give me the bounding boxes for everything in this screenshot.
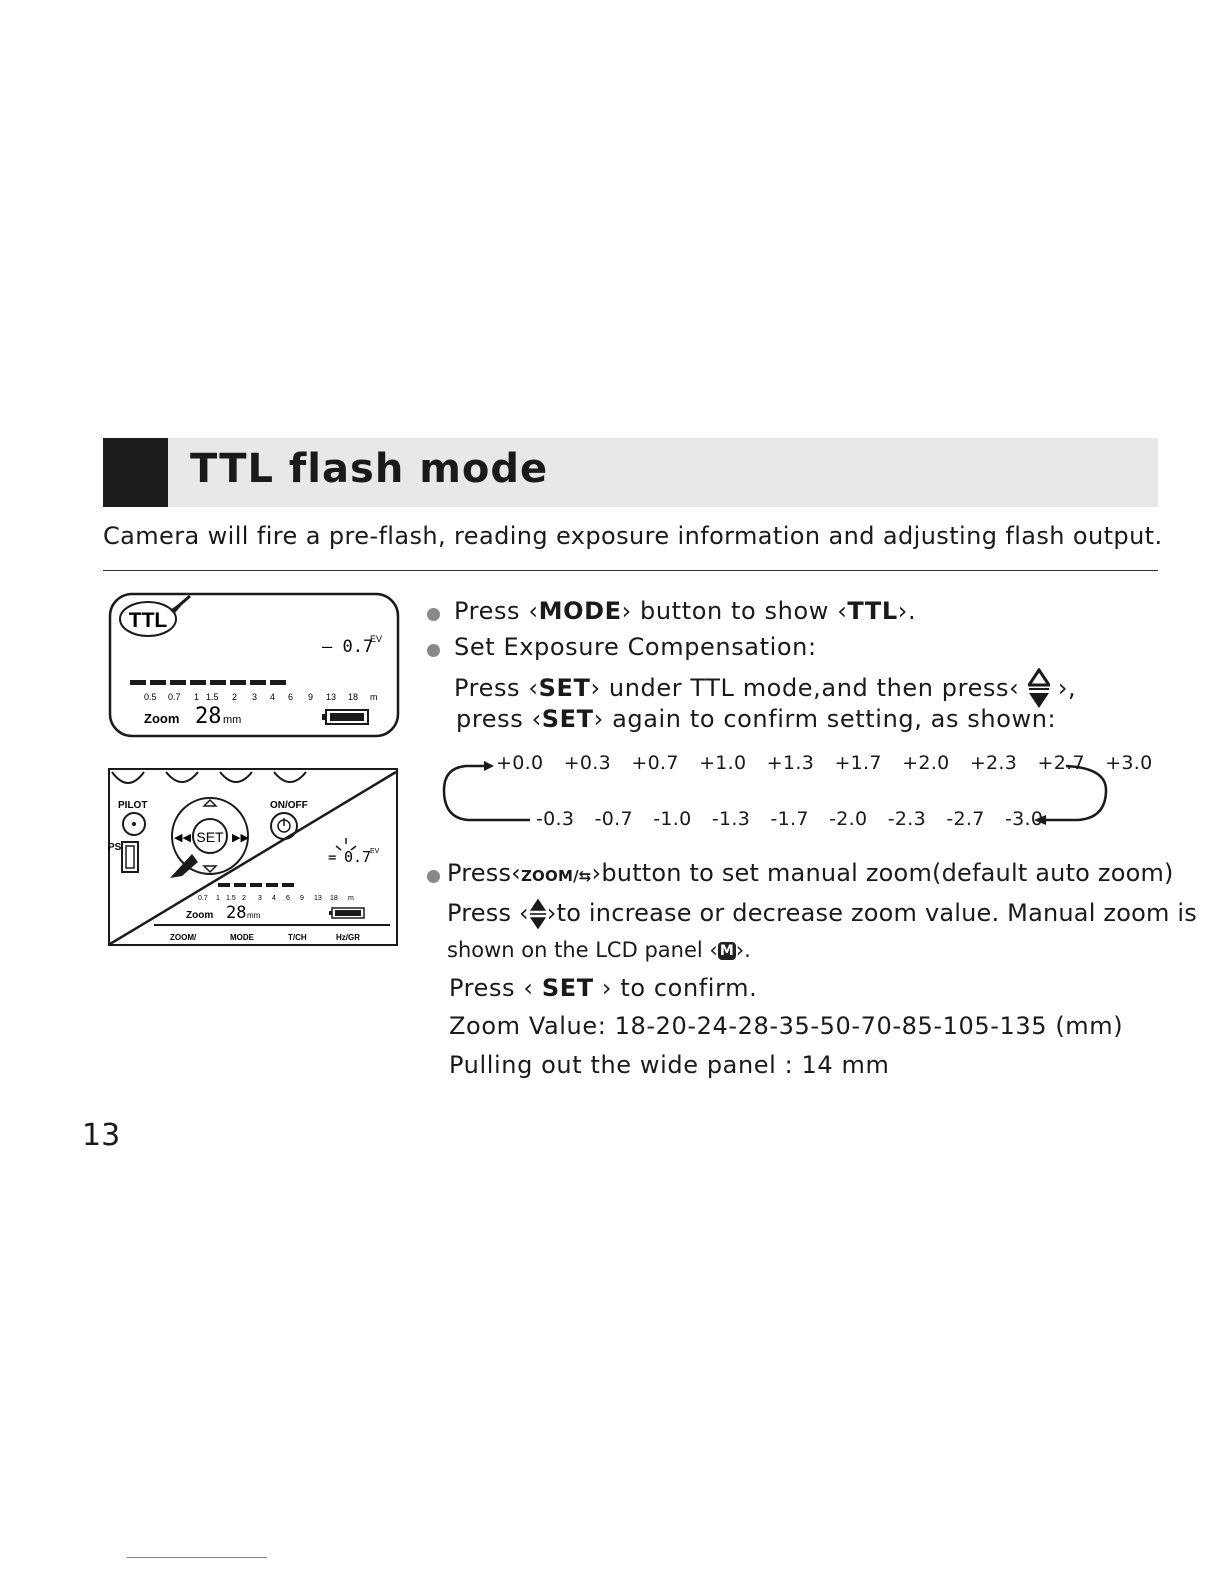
up-down-icon xyxy=(1028,668,1050,710)
ev-positive-row: +0.0 +0.3 +0.7 +1.0 +1.3 +1.7 +2.0 +2.3 +2.7 +3.0 xyxy=(496,752,1153,774)
bullet xyxy=(427,644,440,657)
svg-text:1: 1 xyxy=(216,895,220,902)
step-exposure: Set Exposure Compensation: xyxy=(454,633,817,661)
svg-text:4: 4 xyxy=(270,692,276,702)
svg-text:1.5: 1.5 xyxy=(226,895,236,902)
svg-text:0.5: 0.5 xyxy=(144,692,157,702)
svg-text:3: 3 xyxy=(252,692,258,702)
wide-panel-note: Pulling out the wide panel : 14 mm xyxy=(449,1051,890,1079)
lcd-mode-text: TTL xyxy=(128,609,168,632)
svg-text:m: m xyxy=(348,895,354,902)
svg-text:18: 18 xyxy=(330,895,338,902)
zoom-values: Zoom Value: 18-20-24-28-35-50-70-85-105-135 (mm) xyxy=(449,1012,1124,1040)
svg-text:0.7: 0.7 xyxy=(168,692,181,702)
svg-text:=: = xyxy=(328,850,337,866)
svg-text:6: 6 xyxy=(288,692,294,702)
svg-text:ZOOM/: ZOOM/ xyxy=(170,933,197,942)
svg-text:9: 9 xyxy=(308,692,314,702)
bullet xyxy=(427,870,440,883)
bottom-underline xyxy=(127,1557,267,1558)
ps-label: PS xyxy=(108,842,122,853)
svg-text:2: 2 xyxy=(232,692,238,702)
svg-text:6: 6 xyxy=(286,895,290,902)
panel-zoom-value: 28 xyxy=(226,903,247,923)
bullet xyxy=(427,608,440,621)
svg-text:3: 3 xyxy=(258,895,262,902)
set-label: SET xyxy=(196,829,224,845)
svg-text:Hz/GR: Hz/GR xyxy=(336,933,360,942)
zoom-step-1: Press‹ZOOM/⇆›button to set manual zoom(default auto zoom) xyxy=(447,859,1174,887)
manual-zoom-icon: M xyxy=(718,942,736,960)
panel-zoom-unit: mm xyxy=(247,911,261,920)
forward-icon: ▶▶ xyxy=(232,831,249,844)
svg-text:13: 13 xyxy=(314,895,322,902)
pilot-label: PILOT xyxy=(118,800,148,811)
step-mode: Press ‹MODE› button to show ‹TTL›. xyxy=(454,597,917,625)
lcd-ttl-illustration xyxy=(108,592,400,738)
svg-text:MODE: MODE xyxy=(230,933,254,942)
panel-distance-bar xyxy=(218,883,294,887)
svg-text:13: 13 xyxy=(326,692,337,702)
step-set-press: Press ‹SET› under TTL mode,and then press‹ ›, xyxy=(454,668,1076,710)
svg-text:T/CH: T/CH xyxy=(288,933,307,942)
svg-text:1: 1 xyxy=(194,692,200,702)
lcd-zoom-value: 28 xyxy=(195,704,222,729)
svg-text:2: 2 xyxy=(242,895,246,902)
lcd-ev-unit: EV xyxy=(370,634,383,644)
svg-text:4: 4 xyxy=(272,895,276,902)
section-header-block xyxy=(103,438,168,507)
rewind-icon: ◀◀ xyxy=(174,831,191,844)
lcd-zoom-label: Zoom xyxy=(144,711,180,726)
flash-ratio-icon: ⇆ xyxy=(578,867,592,885)
svg-text:18: 18 xyxy=(348,692,359,702)
panel-zoom-label: Zoom xyxy=(186,910,214,921)
onoff-label: ON/OFF xyxy=(270,800,308,811)
svg-text:m: m xyxy=(370,692,378,702)
section-title: TTL flash mode xyxy=(190,446,549,492)
flash-panel-illustration xyxy=(108,768,400,948)
zoom-step-4: Press ‹ SET › to confirm. xyxy=(449,974,758,1002)
zoom-step-2: Press ‹ ›to increase or decrease zoom value. Manual zoom is xyxy=(447,897,1197,931)
panel-ev-value: 0.7 xyxy=(344,848,372,866)
up-down-icon xyxy=(529,897,547,931)
lcd-ev-value: — 0.7 xyxy=(322,637,374,657)
lcd-zoom-unit: mm xyxy=(223,714,242,726)
divider xyxy=(103,570,1158,571)
step-confirm: press ‹SET› again to confirm setting, as shown: xyxy=(456,705,1057,733)
section-intro: Camera will fire a pre-flash, reading exposure information and adjusting flash output. xyxy=(103,522,1163,550)
svg-text:0.7: 0.7 xyxy=(198,895,208,902)
svg-text:1.5: 1.5 xyxy=(206,692,219,702)
panel-ev-unit: EV xyxy=(370,848,380,855)
battery-icon xyxy=(322,710,368,724)
ev-negative-row: -0.3 -0.7 -1.0 -1.3 -1.7 -2.0 -2.3 -2.7 -3.0 xyxy=(536,808,1044,830)
svg-text:9: 9 xyxy=(300,895,304,902)
page-number: 13 xyxy=(82,1118,121,1153)
zoom-step-3: shown on the LCD panel ‹ M›. xyxy=(447,938,751,962)
panel-battery-icon xyxy=(329,908,364,918)
